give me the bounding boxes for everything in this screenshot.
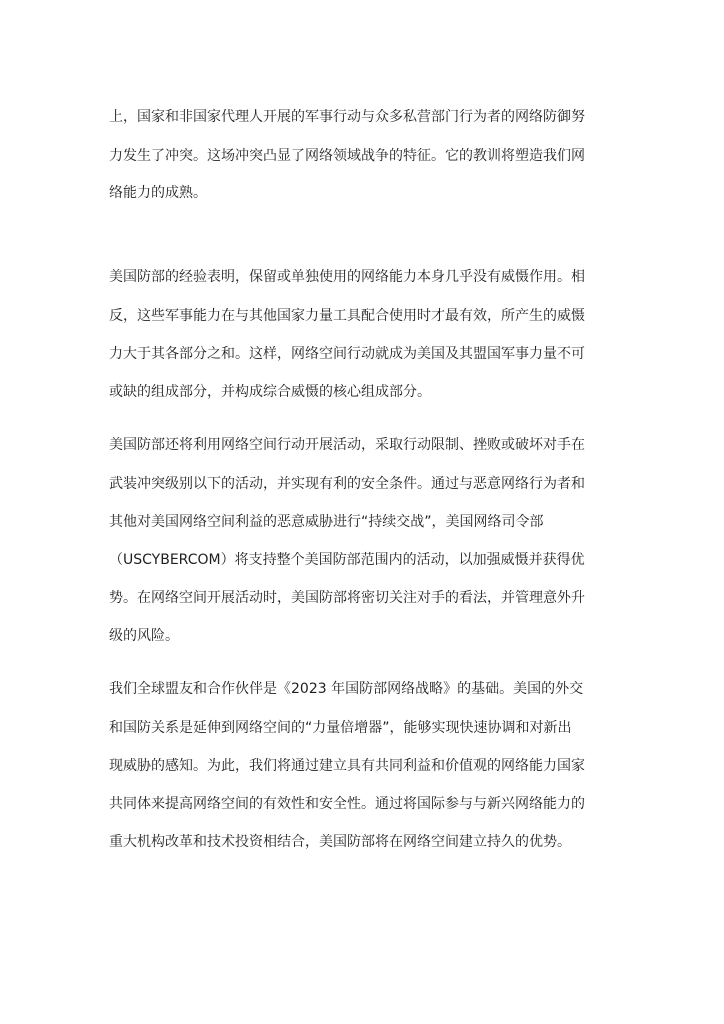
paragraph-line: 我们全球盟友和合作伙伴是《2023 年国防部网络战略》的基础。美国的外交 [109,681,584,697]
paragraph-line: 美国防部的经验表明，保留或单独使用的网络能力本身几乎没有威慑作用。相 [109,269,585,285]
paragraph-line: 美国防部还将利用网络空间行动开展活动，采取行动限制、挫败或破坏对手在 [109,437,585,453]
paragraph-line: 上，国家和非国家代理人开展的军事行动与众多私营部门行为者的网络防御努 [109,109,585,125]
paragraph-line: （USCYBERCOM）将支持整个美国防部范围内的活动，以加强威慑并获得优 [109,552,585,568]
paragraph-line: 重大机构改革和技术投资相结合，美国防部将在网络空间建立持久的优势。 [109,834,571,850]
paragraph-line: 共同体来提高网络空间的有效性和安全性。通过将国际参与与新兴网络能力的 [109,796,585,812]
paragraph-line: 其他对美国网络空间利益的恶意威胁进行“持续交战”，美国网络司令部 [109,514,544,530]
paragraph-line: 武装冲突级别以下的活动，并实现有利的安全条件。通过与恶意网络行为者和 [109,476,585,492]
paragraph-line: 力大于其各部分之和。这样，网络空间行动就成为美国及其盟国军事力量不可 [109,346,585,362]
paragraph-line: 级的风险。 [109,628,179,644]
paragraph-line: 或缺的组成部分，并构成综合威慑的核心组成部分。 [109,384,431,400]
paragraph-line: 络能力的成熟。 [109,185,207,201]
paragraph-line: 反，这些军事能力在与其他国家力量工具配合使用时才最有效，所产生的威慑 [109,308,585,324]
paragraph-line: 和国防关系是延伸到网络空间的“力量倍增器”，能够实现快速协调和对新出 [109,720,572,736]
paragraph-line: 力发生了冲突。这场冲突凸显了网络领域战争的特征。它的教训将塑造我们网 [109,148,585,164]
paragraph-line: 势。在网络空间开展活动时，美国防部将密切关注对手的看法，并管理意外升 [109,590,585,606]
paragraph-line: 现威胁的感知。为此，我们将通过建立具有共同利益和价值观的网络能力国家 [109,758,585,774]
